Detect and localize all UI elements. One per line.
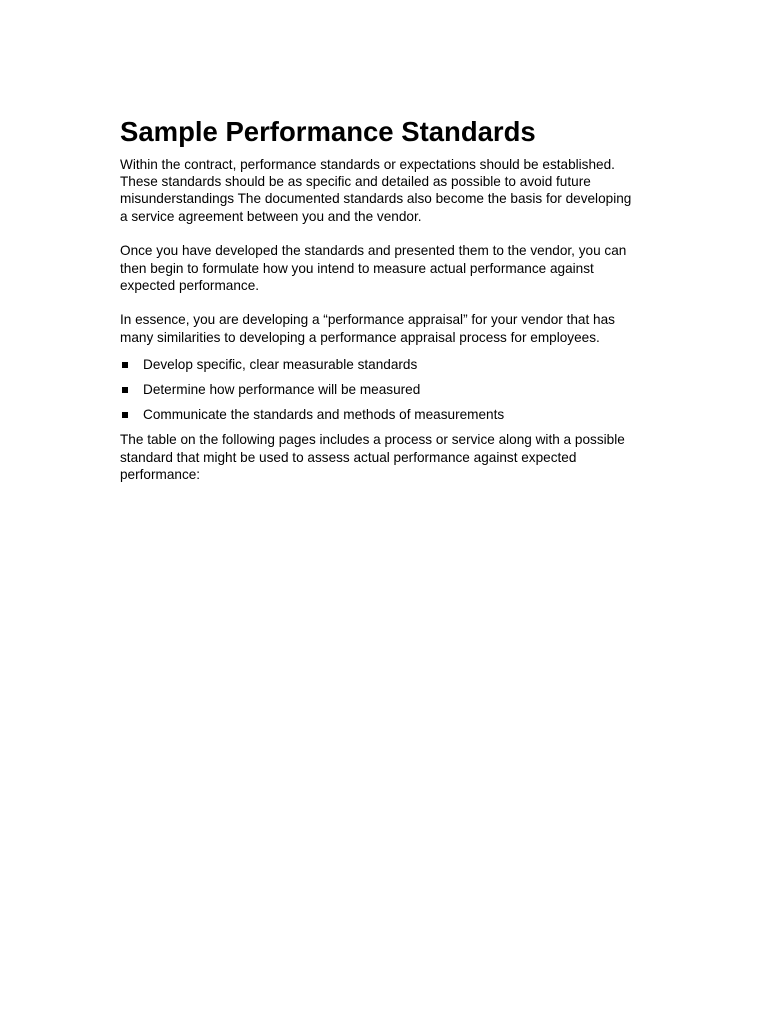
list-item-text: Develop specific, clear measurable standards (143, 356, 418, 372)
document-content (120, 112, 650, 483)
square-bullet-icon (122, 412, 128, 418)
square-bullet-icon (122, 387, 128, 393)
closing-paragraph: The table on the following pages includes a process or service along with a possible standard that might be used to assess actual performance against expected performance: (120, 432, 625, 482)
measurement-paragraph: Once you have developed the standards and presented them to the vendor, you can then begin to formulate how you intend to measure actual performance against expected performance. (120, 243, 627, 293)
steps-list (120, 356, 650, 423)
document-title: Sample Performance Standards (120, 116, 536, 147)
list-item-text: Determine how performance will be measured (143, 382, 421, 398)
list-item (120, 381, 650, 398)
list-item-text: Communicate the standards and methods of measurements (143, 407, 505, 423)
square-bullet-icon (122, 362, 128, 368)
appraisal-paragraph: In essence, you are developing a “performance appraisal” for your vendor that has many similarities to developing a performance appraisal process for employees. (120, 312, 615, 345)
list-item (120, 406, 650, 423)
intro-paragraph: Within the contract, performance standards or expectations should be established. These standards should be as specific and detailed as possible to avoid future misunderstandings The documented standards also become the basis for developing a service agreement between you and the vendor. (120, 157, 632, 224)
list-item (120, 356, 650, 373)
